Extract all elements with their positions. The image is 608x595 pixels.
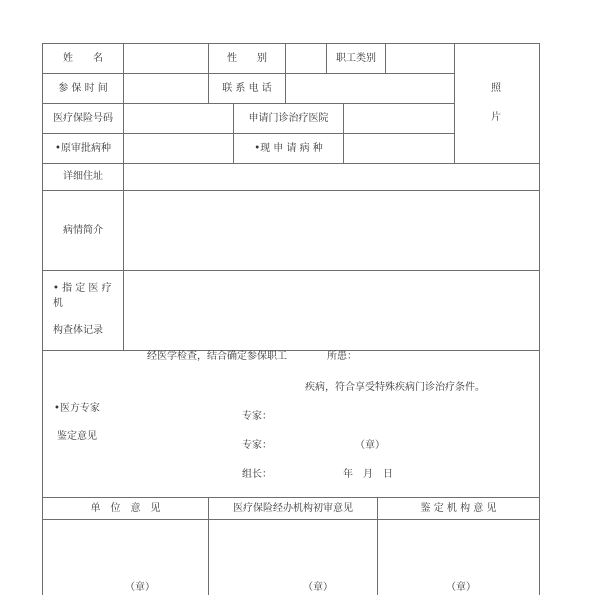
insured-time-label: 参 保 时 间 bbox=[58, 82, 108, 94]
unit-opinion-header: 单 位 意 见 bbox=[90, 502, 161, 514]
expert-text-line2: 疾病，符合享受特殊疾病门诊治疗条件。 bbox=[305, 382, 485, 393]
address-field[interactable] bbox=[124, 164, 539, 190]
condition-label: 病情简介 bbox=[63, 224, 103, 236]
gender-label: 性 别 bbox=[227, 52, 267, 64]
expert-label-line1: •医方专家 bbox=[54, 403, 100, 414]
designated-label-line2: 机 bbox=[53, 298, 63, 309]
name-label: 姓 名 bbox=[63, 52, 103, 64]
appraisal-seal: （章） bbox=[446, 582, 476, 593]
current-disease-field[interactable] bbox=[344, 134, 454, 163]
designated-field[interactable] bbox=[124, 271, 539, 350]
hospital-label: 申请门诊治疗医院 bbox=[248, 112, 329, 124]
expert-sign-1: 专家： bbox=[242, 411, 272, 422]
expert-seal: （章） bbox=[355, 440, 385, 451]
insurance-no-label: 医疗保险号码 bbox=[53, 112, 113, 124]
rule bbox=[539, 43, 540, 595]
phone-field[interactable] bbox=[286, 74, 454, 103]
appraisal-opinion-header: 鉴 定 机 构 意 见 bbox=[420, 502, 497, 514]
unit-seal: （章） bbox=[125, 582, 155, 593]
expert-leader: 组长： bbox=[242, 469, 272, 480]
photo-label-top: 照 bbox=[491, 83, 501, 94]
photo-label-bottom: 片 bbox=[491, 112, 501, 123]
insurance-seal: （章） bbox=[303, 582, 333, 593]
phone-label: 联 系 电 话 bbox=[222, 82, 272, 94]
designated-label-line1: • 指 定 医 疗 bbox=[53, 283, 112, 294]
insurance-opinion-header: 医疗保险经办机构初审意见 bbox=[233, 502, 353, 514]
insurance-no-field[interactable] bbox=[124, 104, 233, 133]
hospital-field[interactable] bbox=[344, 104, 454, 133]
insurance-opinion-field[interactable] bbox=[209, 520, 377, 595]
expert-date: 年 月 日 bbox=[343, 469, 393, 480]
gender-field[interactable] bbox=[286, 44, 326, 73]
expert-label-line2: 鉴定意见 bbox=[57, 431, 97, 442]
address-label: 详细住址 bbox=[63, 171, 103, 182]
insured-time-field[interactable] bbox=[124, 74, 208, 103]
current-disease-label: •现 申 请 病 种 bbox=[254, 142, 323, 154]
job-type-field[interactable] bbox=[386, 44, 454, 73]
condition-field[interactable] bbox=[124, 191, 539, 270]
rule bbox=[454, 43, 455, 163]
designated-label-line3: 构查体记录 bbox=[53, 325, 103, 336]
original-disease-label: •原审批病种 bbox=[55, 142, 111, 154]
expert-text-line1: 经医学检查，结合确定参保职工 所患： bbox=[147, 351, 357, 362]
expert-sign-2: 专家： bbox=[242, 440, 272, 451]
job-type-label: 职工类别 bbox=[336, 52, 376, 64]
name-field[interactable] bbox=[124, 44, 208, 73]
original-disease-field[interactable] bbox=[124, 134, 233, 163]
